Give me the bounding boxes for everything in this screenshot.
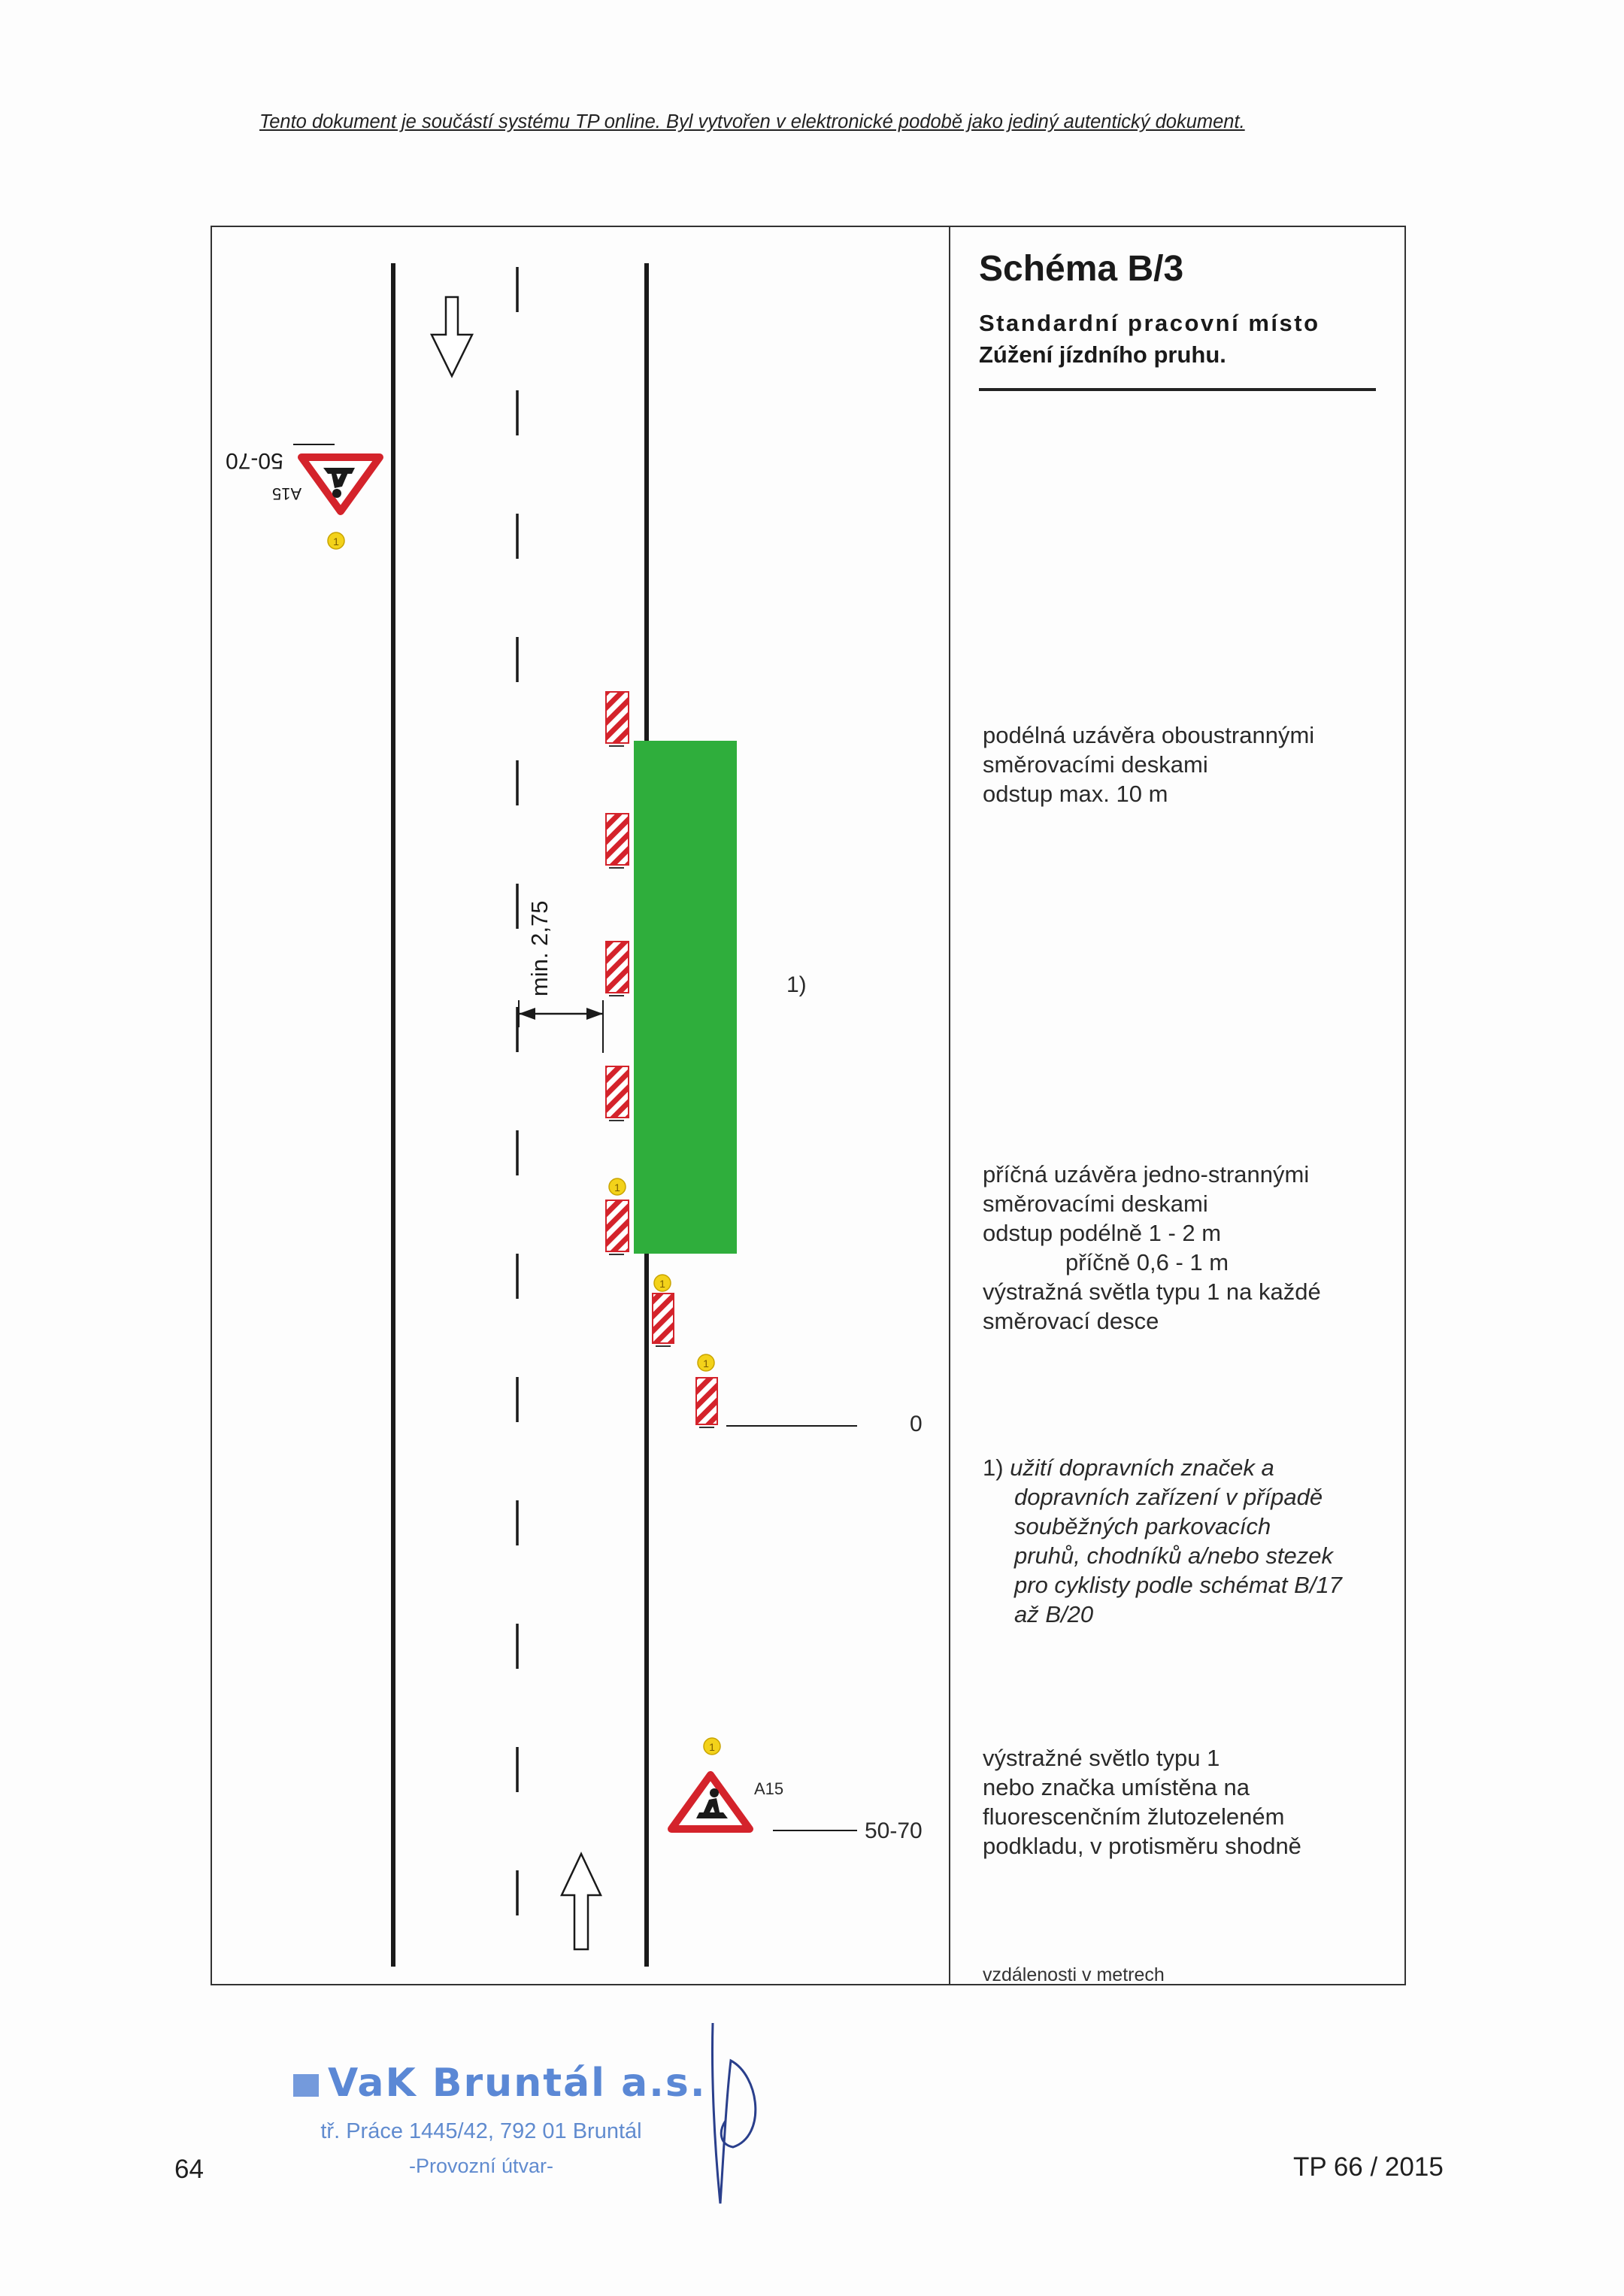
footnote: 1) užití dopravních značek a dopravních zařízení v případě souběžných parkovacích pruhů, chodníků a/nebo stezek pro cyklisty podle schémat B/17 až B/20 bbox=[983, 1454, 1342, 1627]
sign-code-label: A15 bbox=[754, 1779, 784, 1798]
road-works-sign-icon bbox=[301, 457, 380, 511]
directional-board bbox=[606, 1066, 629, 1121]
page-number: 64 bbox=[174, 2155, 204, 2184]
warning-light-icon bbox=[698, 1354, 714, 1371]
header-note: Tento dokument je součástí systému TP online. Byl vytvořen v elektronické podobě jako jediný autentický dokument. bbox=[259, 111, 1245, 132]
zero-label: 0 bbox=[910, 1412, 923, 1436]
work-zone bbox=[634, 741, 737, 1254]
document-id: TP 66 / 2015 bbox=[1293, 2152, 1444, 2182]
company-logo-icon bbox=[293, 2074, 319, 2097]
scheme-subtitle: Standardní pracovní místo bbox=[979, 310, 1320, 336]
road-works-sign-icon bbox=[671, 1775, 750, 1829]
warning-light-icon bbox=[654, 1275, 671, 1291]
warning-light-icon bbox=[704, 1738, 720, 1755]
width-dimension bbox=[519, 1000, 603, 1053]
arrow-down-icon bbox=[432, 297, 472, 376]
directional-board bbox=[606, 942, 629, 996]
desc-longitudinal: podélná uzávěra oboustrannými směrovacími deskami odstup max. 10 m bbox=[983, 722, 1315, 807]
svg-text:1: 1 bbox=[614, 1181, 620, 1193]
min-width-label: min. 2,75 bbox=[526, 900, 553, 996]
svg-text:1: 1 bbox=[709, 1741, 715, 1753]
directional-board bbox=[606, 1200, 629, 1254]
footnote-mark-label: 1) bbox=[786, 972, 807, 997]
company-stamp: VaK Bruntál a.s. tř. Práce 1445/42, 792 01 Bruntál -Provozní útvar- bbox=[293, 2061, 669, 2178]
distance-label: 50-70 bbox=[226, 448, 283, 473]
distance-note: vzdálenosti v metrech bbox=[983, 1964, 1165, 1985]
svg-text:1: 1 bbox=[333, 535, 339, 547]
svg-text:1: 1 bbox=[703, 1357, 709, 1369]
arrow-up-icon bbox=[562, 1854, 601, 1949]
sign-code-label: A15 bbox=[272, 484, 302, 503]
directional-board bbox=[653, 1294, 674, 1346]
directional-board bbox=[606, 692, 629, 746]
distance-label: 50-70 bbox=[865, 1818, 923, 1843]
warning-light-icon bbox=[609, 1178, 626, 1195]
scheme-title: Schéma B/3 bbox=[979, 249, 1184, 289]
svg-text:1: 1 bbox=[659, 1278, 665, 1290]
warning-light-icon bbox=[328, 532, 344, 549]
desc-warning-light: výstražné světlo typu 1 nebo značka umístěna na fluorescenčním žlutozeleném podkladu, v protisměru shodně bbox=[983, 1745, 1301, 1859]
scheme-subtitle: Zúžení jízdního pruhu. bbox=[979, 341, 1226, 368]
directional-board bbox=[606, 814, 629, 868]
title-rule bbox=[979, 388, 1376, 391]
signature-drawing bbox=[712, 2023, 755, 2203]
desc-transverse: příčná uzávěra jedno-strannými směrovacími deskami odstup podélně 1 - 2 m příčně 0,6 - 1 m výstražná světla typu 1 na každé směrovací desce bbox=[983, 1161, 1321, 1334]
directional-board bbox=[696, 1378, 717, 1427]
